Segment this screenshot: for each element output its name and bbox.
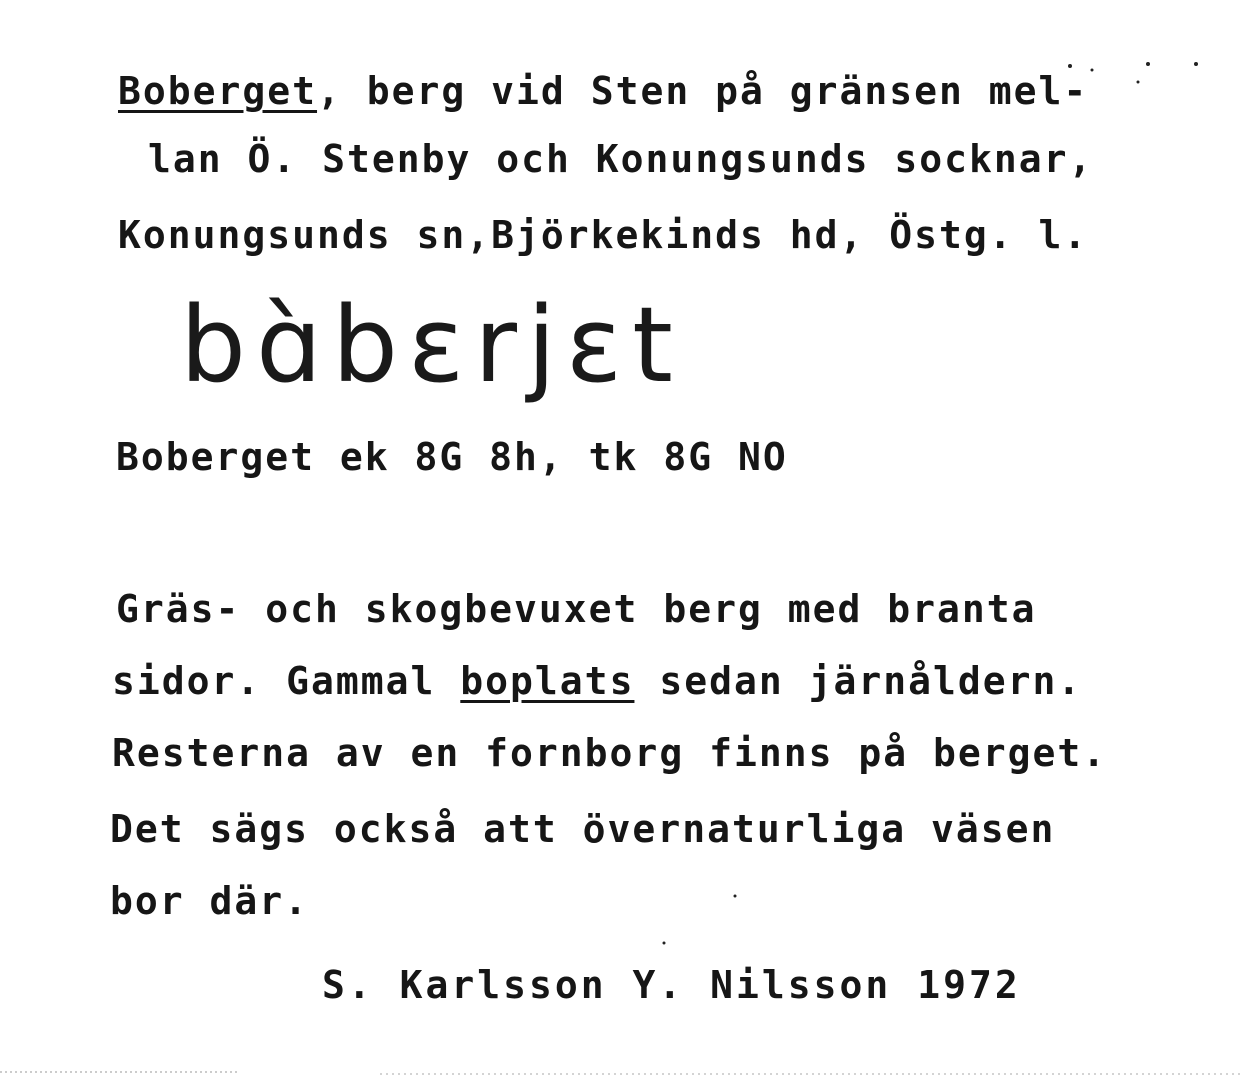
heading-description: , berg vid Sten på gränsen mel- (317, 69, 1089, 113)
description-line-5: bor där. (110, 879, 310, 923)
location-line-3: Konungsunds sn,Björkekinds hd, Östg. l. (118, 213, 1089, 257)
heading-line (118, 68, 1088, 114)
underlined-term: boplats (460, 659, 635, 703)
map-reference-line: Boberget ek 8G 8h, tk 8G NO (116, 435, 788, 479)
description-line-2-end: sedan järnåldern. (634, 659, 1083, 703)
phonetic-transcription (180, 285, 683, 405)
description-line-1: Gräs- och skogbevuxet berg med branta (116, 587, 1037, 631)
description-line-2 (112, 658, 1082, 704)
description-line-3: Resterna av en fornborg finns på berget. (112, 731, 1108, 775)
description-line-4: Det sägs också att övernaturliga väsen (110, 807, 1056, 851)
signature-line: S. Karlsson Y. Nilsson 1972 (322, 963, 1021, 1007)
location-line-2: lan Ö. Stenby och Konungsunds socknar, (148, 137, 1094, 181)
phonetic-text: bɑ̀bɛrjɛt (180, 284, 683, 406)
description-line-2-start: sidor. Gammal (112, 659, 461, 703)
place-name: Boberget (118, 69, 318, 113)
